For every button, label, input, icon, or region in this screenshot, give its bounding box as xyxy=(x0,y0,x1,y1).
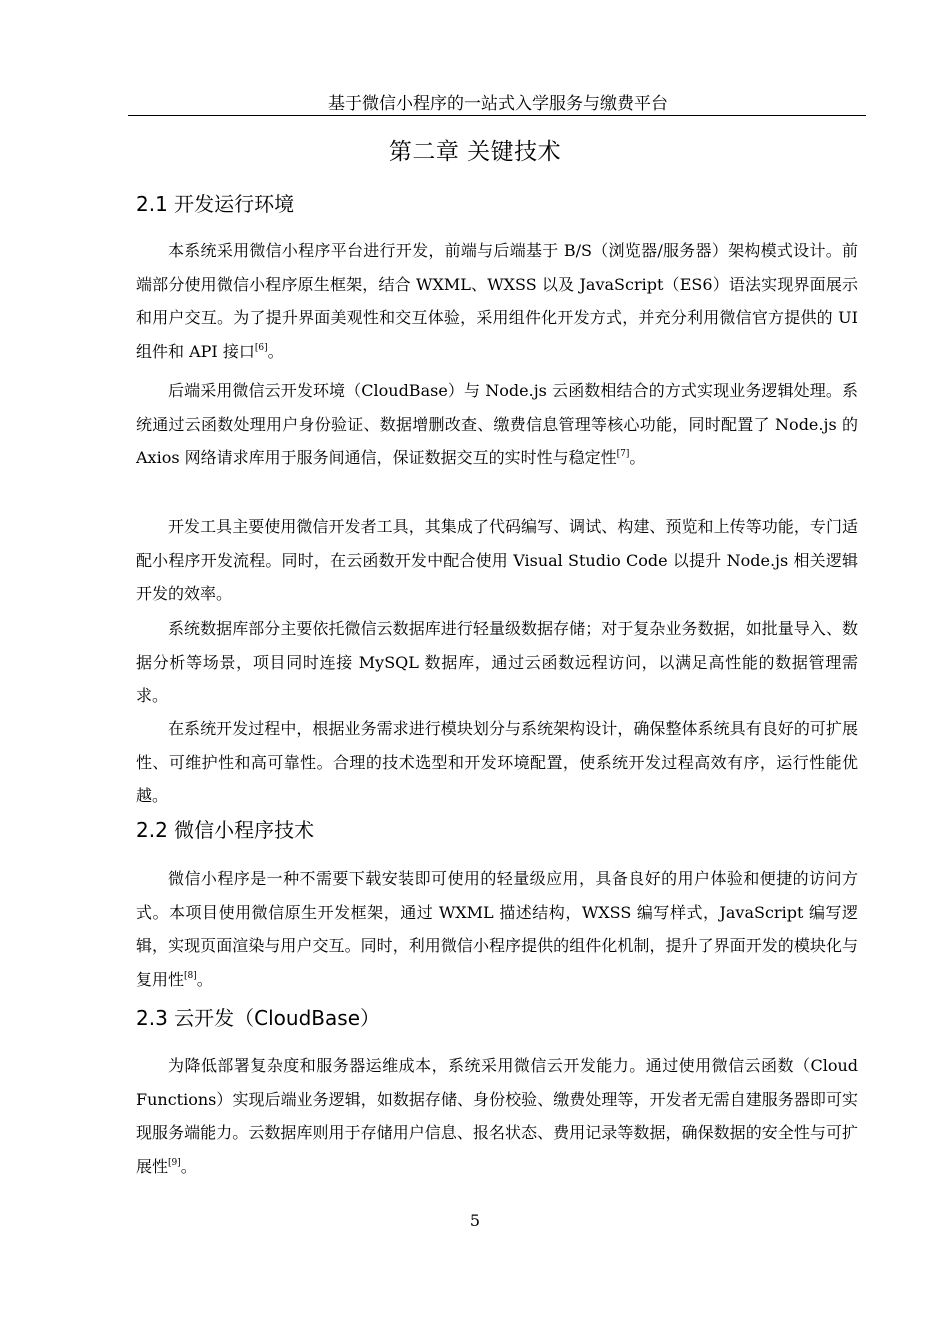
section-heading-2-2: 2.2 微信小程序技术 xyxy=(136,818,315,842)
paragraph-text: 开发工具主要使用微信开发者工具，其集成了代码编写、调试、构建、预览和上传等功能，专门适配小程序开发流程。同时，在云函数开发中配合使用 Visual Studio Code 以提升 Node.js 相关逻辑开发的效率。 xyxy=(136,517,858,604)
section-heading-2-3: 2.3 云开发（CloudBase） xyxy=(136,1006,380,1030)
paragraph-end: 。 xyxy=(267,341,284,361)
chapter-title: 第二章 关键技术 xyxy=(388,139,562,165)
running-header: 基于微信小程序的一站式入学服务与缴费平台 xyxy=(328,94,668,114)
paragraph-2-3-1 xyxy=(136,1049,858,1183)
paragraph-text: 微信小程序是一种不需要下载安装即可使用的轻量级应用，具备良好的用户体验和便捷的访问方式。本项目使用微信原生开发框架，通过 WXML 描述结构，WXSS 编写样式，JavaScript 编写逻辑，实现页面渲染与用户交互。同时，利用微信小程序提供的组件化机制，提升了界面开发的模块化与复用性 xyxy=(136,869,858,989)
paragraph-text: 为降低部署复杂度和服务器运维成本，系统采用微信云开发能力。通过使用微信云函数（Cloud Functions）实现后端业务逻辑，如数据存储、身份校验、缴费处理等，开发者无需自建服务器即可实现服务端能力。云数据库则用于存储用户信息、报名状态、费用记录等数据，确保数据的安全性与可扩展性 xyxy=(136,1056,858,1176)
paragraph-end: 。 xyxy=(196,969,213,989)
paragraph-text: 本系统采用微信小程序平台进行开发，前端与后端基于 B/S（浏览器/服务器）架构模式设计。前端部分使用微信小程序原生框架，结合 WXML、WXSS 以及 JavaScript（ES6）语法实现界面展示和用户交互。为了提升界面美观性和交互体验，采用组件化开发方式，并充分利用微信官方提供的 UI 组件和 API 接口 xyxy=(136,241,858,361)
citation-ref: [7] xyxy=(616,449,630,460)
paragraph-end: 。 xyxy=(180,1156,197,1176)
section-heading-2-1: 2.1 开发运行环境 xyxy=(136,192,295,216)
paragraph-2-1-1 xyxy=(136,234,858,368)
paragraph-2-1-3 xyxy=(136,510,858,611)
page-number: 5 xyxy=(469,1211,481,1230)
paragraph-2-1-4 xyxy=(136,612,858,713)
citation-ref: [6] xyxy=(254,342,268,353)
paragraph-2-2-1 xyxy=(136,862,858,996)
paragraph-end: 。 xyxy=(629,448,646,468)
paragraph-text: 在系统开发过程中，根据业务需求进行模块划分与系统架构设计，确保整体系统具有良好的可扩展性、可维护性和高可靠性。合理的技术选型和开发环境配置，使系统开发过程高效有序，运行性能优越。 xyxy=(136,719,858,806)
paragraph-2-1-5 xyxy=(136,712,858,813)
header-rule xyxy=(128,115,866,116)
paragraph-text: 系统数据库部分主要依托微信云数据库进行轻量级数据存储；对于复杂业务数据，如批量导入、数据分析等场景，项目同时连接 MySQL 数据库，通过云函数远程访问，以满足高性能的数据管理需求。 xyxy=(136,619,858,706)
citation-ref: [8] xyxy=(184,970,197,981)
paragraph-2-1-2 xyxy=(136,374,858,475)
paragraph-text: 后端采用微信云开发环境（CloudBase）与 Node.js 云函数相结合的方式实现业务逻辑处理。系统通过云函数处理用户身份验证、数据增删改查、缴费信息管理等核心功能，同时配置了 Node.js 的 Axios 网络请求库用于服务间通信，保证数据交互的实时性与稳定性 xyxy=(136,381,858,468)
citation-ref: [9] xyxy=(168,1157,181,1168)
